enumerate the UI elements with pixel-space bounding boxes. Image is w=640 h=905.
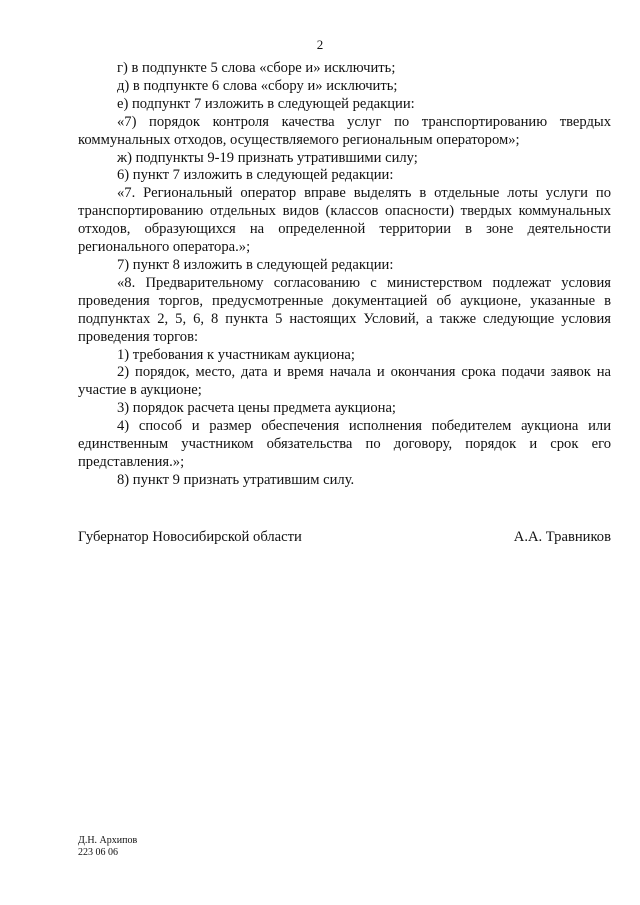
paragraph: 1) требования к участникам аукциона; bbox=[117, 346, 355, 363]
paragraph: 6) пункт 7 изложить в следующей редакции: bbox=[117, 167, 394, 184]
document-body bbox=[78, 60, 611, 490]
paragraph: 4) способ и размер обеспечения исполнения победителем аукциона или единственным участником обязательства по договору, порядок и срок его представления.»; bbox=[78, 418, 611, 470]
paragraph: г) в подпункте 5 слова «сборе и» исключить; bbox=[117, 60, 396, 76]
paragraph: ж) подпункты 9-19 признать утратившими силу; bbox=[117, 149, 418, 166]
paragraph: 7) пункт 8 изложить в следующей редакции: bbox=[117, 256, 394, 273]
executor-name: Д.Н. Архипов bbox=[78, 835, 138, 846]
paragraph: 2) порядок, место, дата и время начала и окончания срока подачи заявок на участие в аукционе; bbox=[78, 364, 611, 399]
signatory-position: Губернатор Новосибирской области bbox=[78, 529, 302, 545]
paragraph: «7. Региональный оператор вправе выделять в отдельные лоты услуги по транспортированию отдельных видов (классов опасности) твердых коммунальных отходов, образующихся на определенной территории в зоне деятельности регионального оператора.»; bbox=[78, 185, 611, 256]
signatory-name: А.А. Травников bbox=[513, 529, 611, 545]
page-number: 2 bbox=[316, 37, 324, 52]
paragraph: 8) пункт 9 признать утратившим силу. bbox=[117, 471, 355, 488]
paragraph: 3) порядок расчета цены предмета аукциона; bbox=[117, 400, 396, 417]
paragraph: «8. Предварительному согласованию с министерством подлежат условия проведения торгов, предусмотренные документацией об аукционе, указанные в подпунктах 2, 5, 6, 8 пункта 5 настоящих Условий, а также следующие условия проведения торгов: bbox=[78, 274, 611, 345]
executor-phone: 223 06 06 bbox=[78, 847, 118, 858]
paragraph: д) в подпункте 6 слова «сбору и» исключить; bbox=[117, 77, 398, 94]
paragraph: «7) порядок контроля качества услуг по транспортированию твердых коммунальных отходов, осуществляемого региональным оператором»; bbox=[78, 113, 611, 148]
executor-block bbox=[78, 835, 137, 859]
paragraph: е) подпункт 7 изложить в следующей редакции: bbox=[117, 95, 415, 112]
